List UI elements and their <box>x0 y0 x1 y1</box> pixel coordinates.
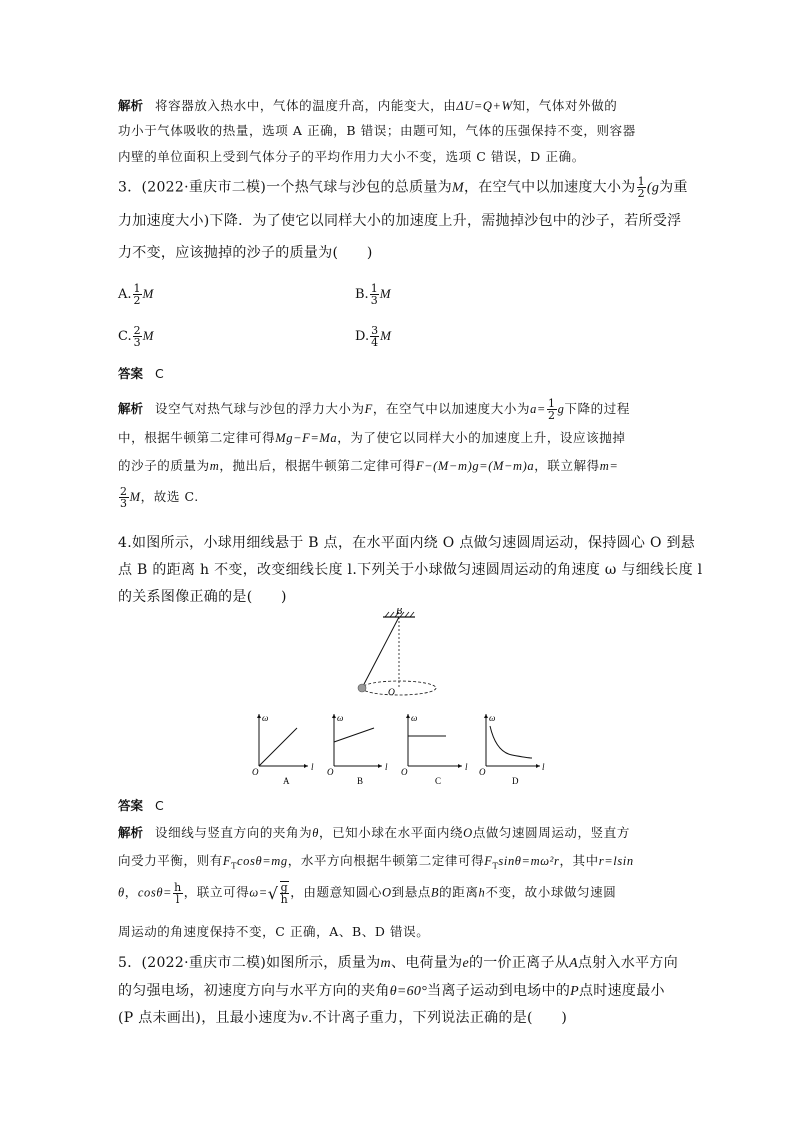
graphs-figure <box>250 708 550 788</box>
point-b-label: B <box>396 608 403 617</box>
svg-text:O: O <box>479 767 486 777</box>
option-d[interactable]: D. $\frac{3}{4}$ M <box>355 324 391 349</box>
svg-text:l: l <box>311 762 314 772</box>
option-a[interactable]: A. $\frac{1}{2}$ M <box>118 282 154 307</box>
svg-text:O: O <box>327 767 334 777</box>
graph-c <box>401 713 468 786</box>
svg-text:l: l <box>385 762 388 772</box>
option-b[interactable]: B. $\frac{1}{3}$ M <box>355 282 391 307</box>
svg-text:D: D <box>512 776 519 786</box>
svg-text:A: A <box>283 776 290 786</box>
analysis-label: 解析 <box>118 98 144 113</box>
graph-d <box>479 713 545 786</box>
fraction: $\frac{1}{2}$ <box>637 175 645 200</box>
svg-text:l: l <box>465 762 468 772</box>
q4-answer: 答案 C <box>118 798 164 813</box>
svg-text:O: O <box>252 767 259 777</box>
svg-text:ω: ω <box>337 713 344 723</box>
svg-text:O: O <box>401 767 408 777</box>
svg-text:B: B <box>357 776 364 786</box>
graph-b <box>327 713 388 786</box>
svg-text:ω: ω <box>489 713 496 723</box>
svg-text:l: l <box>542 762 545 772</box>
svg-text:ω: ω <box>262 713 269 723</box>
graph-a <box>252 713 314 786</box>
option-c[interactable]: C. $\frac{2}{3}$ M <box>118 324 154 349</box>
page: 解析 将容器放入热水中，气体的温度升高，内能变大，由ΔU=Q+W知，气体对外做的 功小于气体吸收的热量，选项 A 正确，B 错误；由题可知，气体的压强保持不变，则容器 内壁的单位面积上受到气体分子的平均作用力大小不变，选项 C 错误，D 正确。 3．(2022·重庆市二模)一个热气球与沙包的总质量为M，在空气中以加速度大小为 $\frac{1}{2}$ (g为重 力加速度大小)下降．为了使它以同样大小的加速度上升，需抛掉沙包中的沙子，若所受浮 力不变，应该抛掉的沙子的质量为( ) A. $\frac{1}{2}$ M B. $\frac{1}{3}$ M C. $\frac{2}{3}$ M D. $\frac{3}{4}$ M 答案 C 解析 设空气对热气球与沙包的浮力大小为F，在空气中以加速度大小为a= $\frac{1}{2}$ g下降的过程 中，根据牛顿第二定律可得Mg−F=Ma，为了使它以同样大小的加速度上升，设应该抛掉 的沙子的质量为m，抛出后，根据牛顿第二定律可得F−(M−m)g=(M−m)a，联立解得m= $\frac{2}{3}$ M，故选 C. 4.如图所示，小球用细线悬于 B 点，在水平面内绕 O 点做匀速圆周运动，保持圆心 O 到悬 点 B 的距离 h 不变，改变细线长度 l.下列关于小球做匀速圆周运动的角速度 ω 与细线长度 l 的关系图像正确的是( ) B O ω l O A ω l O B ω l O C ω l O D 答案 C 解析 设细线与竖直方向的夹角为θ，已知小球在水平面内绕O点做匀速圆周运动，竖直方 向受力平衡，则有$F_T\cos\theta=mg$，水平方向根据牛顿第二定律可得$F_T\sin\theta=m\omega^2r$，其中r=lsin θ，cosθ= $\frac{h}{l}$ ，联立可得ω=√ $\frac{g}{h}$ ，由题意知圆心O到悬点B的距离h不变，故小球做匀速圆 周运动的角速度保持不变，C 正确，A、B、D 错误。 5．(2022·重庆市二模)如图所示，质量为m、电荷量为e的一价正离子从A点射入水平方向 的匀强电场，初速度方向与水平方向的夹角θ=60°当离子运动到电场中的P点时速度最小 (P 点未画出)，且最小速度为v.不计离子重力，下列说法正确的是( ) <box>118 98 703 1026</box>
pendulum-figure <box>340 608 450 700</box>
q3-answer: 答案 C <box>118 366 164 381</box>
point-o-label: O <box>388 688 395 698</box>
svg-text:ω: ω <box>411 713 418 723</box>
svg-text:C: C <box>435 776 442 786</box>
ball <box>358 684 366 692</box>
